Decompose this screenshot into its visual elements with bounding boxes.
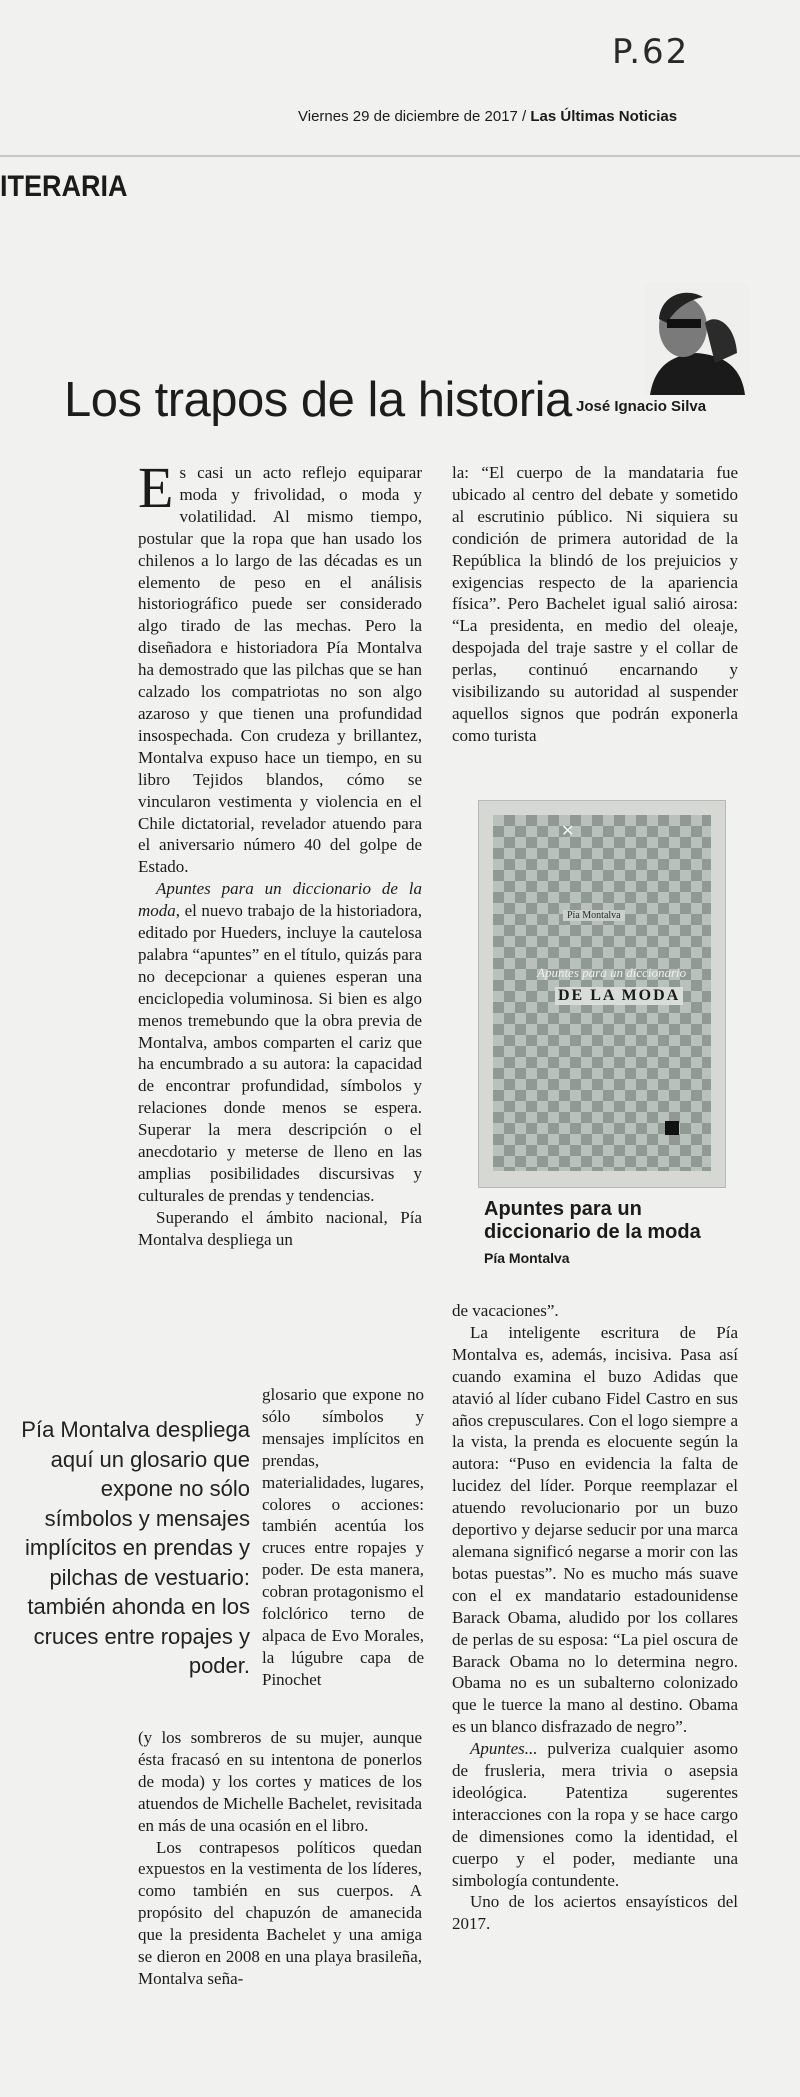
paragraph-3-start: Superando el ámbito nacional, Pía Montalva despliega un	[138, 1207, 422, 1249]
section-title: ITERARIA	[0, 170, 128, 203]
drop-cap: E	[138, 455, 174, 520]
article-headline: Los trapos de la historia	[64, 373, 572, 427]
publisher-logo-icon	[665, 1121, 679, 1135]
paragraph-6: La inteligente escritura de Pía Montalva es, además, incisiva. Pasa así cuando examina el buzo Adidas que atavió al líder cubano Fidel Castro en sus años crepusculares. Con el logo siempre a la vista, la prenda es elocuente según la autora: “Puso en evidencia la falta de lucidez del líder. Porque reemplazar el atuendo revolucionario por un buzo deportivo y dejarse seducir por una marca alemana significó negarse a morir con las botas puestas”. No es mucho más suave con el ex mandatario estadounidense Barack Obama, aludido por los collares de perlas de su esposa: “La piel oscura de Barack Obama no lo determina negro. Obama no es un subalterno colonizado que le tuerce la mano al destino. Obama es un blanco disfrazado de negro”.	[452, 1322, 738, 1737]
dateline-date: Viernes 29 de diciembre de 2017 /	[298, 108, 527, 125]
author-byline: José Ignacio Silva	[576, 398, 707, 415]
paragraph-3-narrow: glosario que expone no sólo símbolos y mensajes implícitos en prendas, materialidades, lugares, colores o acciones: también acentúa los cruces entre ropajes y poder. De esta manera, cobran protagonismo el folclórico terno de alpaca de Evo Morales, la lúgubre capa de Pinochet	[262, 1385, 424, 1689]
article-column-1-narrow	[262, 1384, 424, 1691]
dateline	[298, 108, 677, 125]
cover-title-line1: Apuntes para un diccionario	[537, 965, 687, 980]
author-portrait	[645, 283, 749, 395]
book-cover-pattern	[493, 815, 711, 1171]
paragraph-1: Es casi un acto reflejo equiparar moda y frivolidad, o moda y volatilidad. Al mismo tiempo, postular que la ropa que han usado los chilenos a lo largo de las décadas es un elemento de peso en el análisis historiográfico puede ser considerado algo tirado de las mechas. Pero la diseñadora e historiadora Pía Montalva ha demostrado que las pilchas que se han calzado los compatriotas no son algo azaroso y que tienen una profundidad insospechada. Con crudeza y brillantez, Montalva expuso hace un tiempo, en su libro Tejidos blandos, cómo se vincularon vestimenta y violencia en el Chile dictatorial, revelador atuendo para el aniversario número 40 del golpe de Estado.	[138, 455, 422, 877]
paragraph-2: Apuntes para un diccionario de la moda, el nuevo trabajo de la historiadora, editado por Hueders, incluye la cautelosa palabra “apuntes” en el título, quizás para no decepcionar a quienes esperan una enciclopedia voluminosa. Si bien es algo menos tremebundo que la obra previa de Montalva, ambos comparten el cariz que ha encumbrado a su autora: la capacidad de encontrar profundidad, símbolos y relaciones donde menos se espera. Superar la mera descripción o el anecdotario y meterse de lleno en las amplias posibilidades discursivas y culturales de prendas y tendencias.	[138, 879, 422, 1205]
paragraph-3-end: (y los sombreros de su mujer, aunque ésta fracasó en su intentona de ponerlos de moda) y los cortes y matices de los atuendos de Michelle Bachelet, revisitada en más de una ocasión en el libro.	[138, 1728, 422, 1835]
book-cover	[478, 800, 726, 1188]
cover-title-line2: DE LA MODA	[555, 987, 683, 1005]
pull-quote: Pía Montalva despliega aquí un glosario que expone no sólo símbolos y mensajes implícitos en prendas y pilchas de vestuario: también ahonda en los cruces entre ropajes y poder.	[21, 1417, 250, 1678]
article-column-1-bottom	[138, 1727, 422, 1990]
dateline-paper: Las Últimas Noticias	[530, 108, 678, 125]
book-caption-title: Apuntes para un diccionario de la moda	[484, 1198, 701, 1243]
paragraph-5-end: de vacaciones”.	[452, 1301, 559, 1320]
handwritten-page-note: P.62	[612, 32, 690, 72]
paragraph-5: la: “El cuerpo de la mandataria fue ubicado al centro del debate y sometido al escrutinio público. Ni siquiera su condición de primera autoridad de la República la blindó de los prejuicios y exigencias respecto de la apariencia física”. Pero Bachelet igual salió airosa: “La presidenta, en medio del oleaje, despojada del traje sastre y el collar de perlas, continuó encarnando y visibilizando su autoridad al suspender aquellos signos que podrán exponerla como turista	[452, 463, 738, 745]
article-column-2	[452, 462, 738, 747]
cover-author: Pía Montalva	[563, 910, 625, 921]
bird-icon: ✕	[561, 823, 575, 840]
book-short-title-ref: Apuntes...	[470, 1739, 538, 1759]
article-column-1	[138, 455, 422, 1251]
book-caption-author: Pía Montalva	[484, 1250, 570, 1266]
paragraph-8: Uno de los aciertos ensayísticos del 2017.	[452, 1892, 738, 1934]
paragraph-7: Apuntes... pulveriza cualquier asomo de frusleria, mera trivia o asepsia ideológica. Patentiza sugerentes interacciones con la ropa y se hace cargo de dimensiones como la identidad, el cuerpo y el poder, mediante una simbología contundente.	[452, 1739, 738, 1890]
header-rule	[0, 155, 800, 157]
paragraph-4: Los contrapesos políticos quedan expuestos en la vestimenta de los líderes, como también en sus cuerpos. A propósito del chapuzón de amanecida que la presidenta Bachelet y una amiga se dieron en 2008 en una playa brasileña, Montalva seña-	[138, 1837, 422, 1988]
article-column-2-bottom	[452, 1300, 738, 1935]
book-title-ref: Apuntes para un diccionario de la moda	[138, 879, 422, 921]
